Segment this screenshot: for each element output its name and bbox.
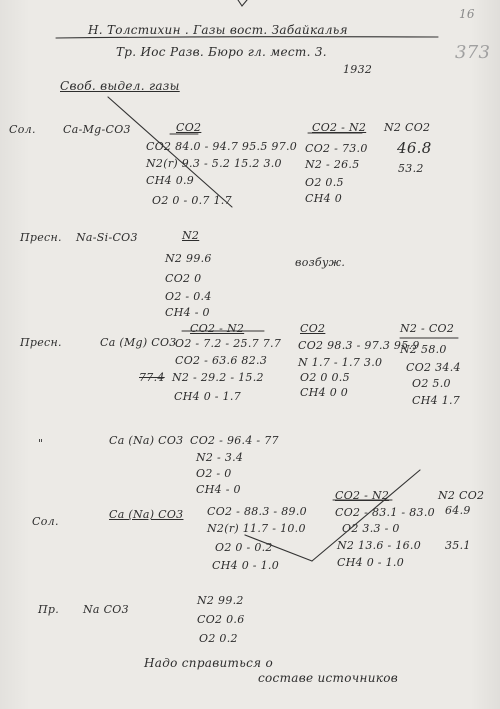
block3-col1-row: CO2 - 63.6 82.3 — [175, 354, 268, 367]
block5-water-type: Ca (Na) CO3 — [109, 508, 184, 521]
block6-row: O2 0.2 — [199, 632, 238, 645]
margin-note: 373 — [455, 42, 491, 63]
block5-col2-row: O2 3.3 - 0 — [342, 522, 400, 535]
block4-row: N2 - 3.4 — [196, 451, 244, 464]
block2-water-type: Na-Si-CO3 — [76, 231, 138, 244]
block3-col3-row: CH4 1.7 — [412, 394, 461, 407]
block5-label: Сол. — [32, 515, 59, 528]
block6-row: CO2 0.6 — [197, 613, 245, 626]
block1-water-type: Ca-Mg-CO3 — [63, 123, 131, 136]
header-year: 1932 — [343, 63, 373, 76]
block5-col2-row: N2 13.6 - 16.0 — [337, 539, 422, 552]
footer-line-2: составе источников — [258, 671, 399, 685]
block3-col3-head: N2 - CO2 — [400, 322, 455, 335]
block4-water-type: Ca (Na) CO3 — [109, 434, 184, 447]
block3-col2-row: CH4 0 0 — [300, 386, 349, 399]
block1-col2-row: CO2 - 73.0 — [305, 142, 368, 155]
header-line-1: Н. Толстихин . Газы вост. Забайкалья — [88, 23, 348, 37]
block6-row: N2 99.2 — [197, 594, 244, 607]
block2-col1-row: CH4 - 0 — [165, 306, 210, 319]
block3-water-type: Ca (Mg) CO3 — [100, 336, 177, 349]
block1-label: Сол. — [9, 123, 36, 136]
block1-col1-row: N2(r) 9.3 - 5.2 15.2 3.0 — [146, 157, 282, 170]
block1-col2-row: N2 - 26.5 — [305, 158, 360, 171]
footer-line-1: Надо справиться о — [144, 656, 273, 670]
block3-col1-row: O2 - 7.2 - 25.7 7.7 — [175, 337, 282, 350]
block5-col2-row: CO2 - 83.1 - 83.0 — [335, 506, 435, 519]
block2-label: Пресн. — [20, 231, 62, 244]
block6-water-type: Na CO3 — [83, 603, 129, 616]
block4-label: " — [38, 437, 44, 450]
block5-col1-row: N2(r) 11.7 - 10.0 — [207, 522, 306, 535]
block3-col1-row: N2 - 29.2 - 15.2 — [172, 371, 264, 384]
block1-col1-row: O2 0 - 0.7 1.7 — [152, 194, 232, 207]
block1-col3-row: 53.2 — [398, 162, 424, 175]
block5-col2-row: CH4 0 - 1.0 — [337, 556, 405, 569]
section-title: Своб. выдел. газы — [60, 79, 180, 93]
block4-row: CH4 - 0 — [196, 483, 241, 496]
block3-col3-row: O2 5.0 — [412, 377, 451, 390]
block2-col1-row: O2 - 0.4 — [165, 290, 212, 303]
block1-col2-head: CO2 - N2 — [312, 121, 367, 134]
block5-col1-row: O2 0 - 0.2 — [215, 541, 273, 554]
block3-col3-row: N2 58.0 — [400, 343, 447, 356]
block4-row: CO2 - 96.4 - 77 — [190, 434, 279, 447]
block5-col3-row: 64.9 — [445, 504, 471, 517]
block2-col1-row: CO2 0 — [165, 272, 202, 285]
block6-label: Пр. — [38, 603, 60, 616]
block1-col2-row: CH4 0 — [305, 192, 343, 205]
block1-col3-row: 46.8 — [397, 139, 432, 157]
block3-col2-head: CO2 — [300, 322, 326, 335]
block3-col2-row: N 1.7 - 1.7 3.0 — [298, 356, 383, 369]
block1-col1-head: CO2 — [176, 121, 202, 134]
block2-col1-head: N2 — [182, 229, 200, 242]
header-line-2: Тр. Иос Разв. Бюро гл. мест. 3. — [116, 45, 327, 59]
block2-col1-row: N2 99.6 — [165, 252, 212, 265]
block1-col3-head: N2 CO2 — [384, 121, 431, 134]
block5-col3-head: N2 CO2 — [438, 489, 485, 502]
block4-row: O2 - 0 — [196, 467, 232, 480]
block3-col1-strike: 77.4 — [139, 371, 165, 384]
top-mark — [238, 0, 247, 6]
block3-col1-head: CO2 - N2 — [190, 322, 245, 335]
block1-col2-row: O2 0.5 — [305, 176, 344, 189]
block3-col2-row: CO2 98.3 - 97.3 95.9 — [298, 339, 420, 352]
block3-col3-row: CO2 34.4 — [406, 361, 461, 374]
block2-note: возбуж. — [295, 256, 346, 269]
block1-col1-row: CH4 0.9 — [146, 174, 195, 187]
block5-col3-row: 35.1 — [445, 539, 471, 552]
page-number: 16 — [459, 7, 475, 21]
block3-label: Пресн. — [20, 336, 62, 349]
block3-col1-row: CH4 0 - 1.7 — [174, 390, 242, 403]
block5-col1-row: CO2 - 88.3 - 89.0 — [207, 505, 307, 518]
block3-col2-row: O2 0 0.5 — [300, 371, 350, 384]
block5-col1-row: CH4 0 - 1.0 — [212, 559, 280, 572]
block5-col2-head: CO2 - N2 — [335, 489, 390, 502]
block1-col1-row: CO2 84.0 - 94.7 95.5 97.0 — [146, 140, 298, 153]
